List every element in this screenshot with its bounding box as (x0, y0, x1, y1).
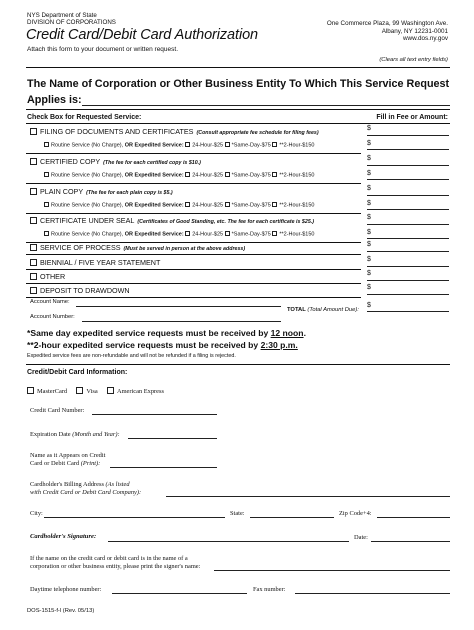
clear-fields-button[interactable]: (Clears all text entry fields) (379, 57, 448, 63)
service-option (30, 157, 201, 166)
routine-checkbox[interactable] (44, 172, 49, 177)
expedited-24-checkbox[interactable] (185, 202, 190, 207)
fee-amount-field[interactable] (367, 224, 449, 225)
fee-column-label: Fill in Fee or Amount: (376, 114, 448, 121)
form-id: DOS-1515-f-l (27, 608, 62, 614)
website-link[interactable]: www.dos.ny.gov (402, 35, 448, 43)
expedited-label: Expedited Service: (134, 172, 184, 179)
billing-address-text: Cardholder's Billing Address (30, 481, 104, 488)
check-box-label: Check Box for Requested Service: (27, 114, 142, 121)
divider (26, 109, 450, 110)
fee-amount-field[interactable] (367, 266, 449, 267)
total-amount-field[interactable] (367, 311, 449, 312)
expedited-same-day-label: *Same-Day-$75 (231, 202, 271, 209)
zip-field[interactable] (377, 517, 450, 518)
expedited-24-checkbox[interactable] (185, 142, 190, 147)
dept-text: NYS Department of State (27, 12, 97, 19)
entity-signer-line2: corporation or other business entity, please print the signer's name: (30, 563, 201, 570)
total-dollar-sign: $ (367, 302, 371, 309)
fee-dollar-sign: $ (367, 185, 371, 192)
state-label: State: (230, 510, 245, 517)
service-note: (Must be served in person at the above address) (123, 246, 246, 252)
expedited-2hour-label: **2-Hour-$150 (279, 172, 315, 179)
expedited-label: Expedited Service: (134, 231, 184, 238)
service-speed-options (44, 202, 314, 209)
billing-address-note2: with Credit Card or Debit Card Company): (30, 489, 142, 496)
form-title: Credit Card/Debit Card Authorization (26, 27, 258, 43)
speed-fee-dollar-sign: $ (367, 170, 371, 177)
card-number-field[interactable] (92, 414, 217, 415)
service-label: BIENNIAL / FIVE YEAR STATEMENT (40, 258, 161, 267)
expedited-same-day-label: *Same-Day-$75 (231, 142, 271, 149)
expedited-24-label: 24-Hour-$25 (192, 142, 224, 149)
fee-dollar-sign: $ (367, 270, 371, 277)
same-day-period: . (303, 328, 306, 338)
attach-instruction: Attach this form to your document or written request. (27, 46, 179, 53)
service-speed-options (44, 142, 314, 149)
fee-dollar-sign: $ (367, 256, 371, 263)
fax-label: Fax number: (253, 586, 286, 593)
fee-amount-field[interactable] (367, 294, 449, 295)
expedited-same-day-label: *Same-Day-$75 (231, 172, 271, 179)
signature-field[interactable] (108, 541, 349, 542)
service-divider (26, 297, 361, 298)
form-revision: (Rev. 05/13) (62, 608, 95, 614)
service-checkbox[interactable] (30, 259, 37, 266)
entity-signer-line1: If the name on the credit card or debit card is in the name of a (30, 555, 188, 562)
address-line-2: Albany, NY 12231-0001 (381, 27, 448, 35)
service-option (30, 258, 160, 267)
same-day-notice (27, 328, 306, 338)
entity-signer-label (30, 555, 200, 571)
service-checkbox[interactable] (30, 244, 37, 251)
expedited-2hour-checkbox[interactable] (272, 231, 277, 236)
billing-address-note1: (As listed (105, 481, 130, 488)
or-text: OR (124, 231, 133, 238)
routine-label: Routine Service (No Charge), (51, 142, 124, 149)
fee-dollar-sign: $ (367, 155, 371, 162)
signer-name-field[interactable] (214, 570, 450, 571)
service-checkbox[interactable] (30, 273, 37, 280)
service-label: DEPOSIT TO DRAWDOWN (40, 286, 130, 295)
account-number-field[interactable] (82, 321, 281, 322)
speed-fee-dollar-sign: $ (367, 229, 371, 236)
or-text: OR (124, 142, 133, 149)
zip-label: Zip Code+4: (339, 510, 372, 517)
billing-address-field[interactable] (166, 496, 450, 497)
department-name (27, 12, 116, 27)
fax-field[interactable] (295, 593, 450, 594)
amex-checkbox[interactable] (107, 387, 114, 394)
service-divider (26, 283, 361, 284)
card-info-heading: Credit/Debit Card Information: (27, 369, 128, 376)
expedited-24-checkbox[interactable] (185, 172, 190, 177)
speed-fee-field[interactable] (367, 238, 449, 239)
fee-dollar-sign: $ (367, 284, 371, 291)
expedited-2hour-checkbox[interactable] (272, 142, 277, 147)
fee-dollar-sign: $ (367, 125, 371, 132)
service-option (30, 272, 65, 281)
division-text: DIVISION OF CORPORATIONS (27, 19, 116, 27)
expedited-label: Expedited Service: (134, 202, 184, 209)
two-hour-time: 2:30 p.m. (260, 340, 298, 350)
service-note: (The fee for each certified copy is $10.) (103, 160, 201, 166)
service-divider (26, 213, 361, 214)
speed-fee-field[interactable] (367, 149, 449, 150)
divider (26, 123, 450, 124)
service-label: OTHER (40, 272, 66, 281)
expedited-same-day-checkbox[interactable] (225, 142, 230, 147)
expiration-text: Expiration Date (30, 431, 71, 438)
cardholder-name-note: (Print): (80, 460, 101, 467)
two-hour-text: **2-hour expedited service requests must be received by (27, 340, 261, 350)
card-type-options (27, 387, 164, 396)
fee-amount-field[interactable] (367, 251, 449, 252)
expedited-24-label: 24-Hour-$25 (192, 172, 224, 179)
cardholder-name-field[interactable] (110, 467, 217, 468)
fee-dollar-sign: $ (367, 214, 371, 221)
service-divider (26, 183, 361, 184)
expedited-2hour-label: **2-Hour-$150 (279, 142, 315, 149)
cardholder-name-line2: Card or Debit Card (30, 460, 80, 467)
service-note: (Consult appropriate fee schedule for filing fees) (196, 130, 319, 136)
service-label: FILING OF DOCUMENTS AND CERTIFICATES (40, 127, 194, 136)
fee-amount-field[interactable] (367, 280, 449, 281)
mastercard-checkbox[interactable] (27, 387, 34, 394)
city-label: City: (30, 510, 43, 517)
service-option (30, 216, 314, 225)
expedited-2hour-checkbox[interactable] (272, 172, 277, 177)
visa-label: Visa (86, 388, 98, 395)
or-text: OR (124, 202, 133, 209)
service-speed-options (44, 172, 314, 179)
service-speed-options (44, 231, 314, 238)
state-field[interactable] (250, 517, 334, 518)
account-name-field[interactable] (76, 306, 281, 307)
fee-dollar-sign: $ (367, 241, 371, 248)
routine-label: Routine Service (No Charge), (51, 172, 124, 179)
account-number-label: Account Number: (30, 314, 75, 320)
service-divider (26, 153, 361, 154)
account-name-label: Account Name: (30, 299, 70, 305)
service-checkbox[interactable] (30, 217, 37, 224)
fee-amount-field[interactable] (367, 135, 449, 136)
total-text: TOTAL (287, 307, 306, 313)
form-number (27, 608, 94, 614)
service-label: PLAIN COPY (40, 187, 84, 196)
service-label: CERTIFICATE UNDER SEAL (40, 216, 135, 225)
cardholder-name-line1: Name as it Appears on Credit (30, 452, 106, 459)
signature-label: Cardholder's Signature: (30, 533, 97, 540)
service-option (30, 127, 319, 136)
service-label: SERVICE OF PROCESS (40, 243, 121, 252)
or-text: OR (124, 172, 133, 179)
speed-fee-field[interactable] (367, 179, 449, 180)
visa-checkbox[interactable] (76, 387, 83, 394)
same-day-time: 12 noon (270, 328, 304, 338)
expiration-note: (Month and Year): (72, 431, 120, 438)
entity-name-field[interactable] (82, 105, 450, 106)
service-checkbox[interactable] (30, 128, 37, 135)
total-label (287, 307, 359, 313)
speed-fee-field[interactable] (367, 209, 449, 210)
mastercard-label: MasterCard (37, 388, 68, 395)
entity-heading-line2: Applies is: (27, 94, 82, 106)
routine-label: Routine Service (No Charge), (51, 231, 124, 238)
service-divider (26, 254, 361, 255)
routine-checkbox[interactable] (44, 202, 49, 207)
billing-address-label (30, 481, 141, 497)
service-checkbox[interactable] (30, 158, 37, 165)
entity-heading (27, 76, 449, 108)
service-note: (The fee for each plain copy is $5.) (86, 190, 173, 196)
fee-amount-field[interactable] (367, 195, 449, 196)
same-day-text: *Same day expedited service requests must be received by (27, 328, 271, 338)
divider (26, 67, 450, 68)
two-hour-notice (27, 340, 298, 350)
expedited-label: Expedited Service: (134, 142, 184, 149)
expedited-24-checkbox[interactable] (185, 231, 190, 236)
date-label: Date: (354, 534, 368, 541)
routine-checkbox[interactable] (44, 142, 49, 147)
expedited-2hour-checkbox[interactable] (272, 202, 277, 207)
refund-disclaimer: Expedited service fees are non-refundable and will not be refunded if a filing is rejected. (27, 353, 236, 359)
date-field[interactable] (371, 541, 450, 542)
phone-field[interactable] (112, 593, 247, 594)
cardholder-name-label (30, 452, 105, 468)
service-checkbox[interactable] (30, 188, 37, 195)
expiration-field[interactable] (128, 438, 217, 439)
speed-fee-dollar-sign: $ (367, 200, 371, 207)
expiration-label (30, 431, 120, 439)
divider (26, 364, 450, 365)
service-checkbox[interactable] (30, 287, 37, 294)
service-label: CERTIFIED COPY (40, 157, 101, 166)
speed-fee-dollar-sign: $ (367, 140, 371, 147)
address-line-1: One Commerce Plaza, 99 Washington Ave. (326, 20, 448, 27)
fee-amount-field[interactable] (367, 165, 449, 166)
expedited-24-label: 24-Hour-$25 (192, 202, 224, 209)
total-note: (Total Amount Due): (307, 307, 359, 313)
entity-heading-line1: The Name of Corporation or Other Business Entity To Which This Service Request (27, 78, 450, 90)
expedited-2hour-label: **2-Hour-$150 (279, 231, 315, 238)
service-option (30, 187, 173, 196)
service-option (30, 243, 245, 252)
service-option (30, 286, 130, 295)
service-divider (26, 269, 361, 270)
expedited-same-day-checkbox[interactable] (225, 231, 230, 236)
expedited-2hour-label: **2-Hour-$150 (279, 202, 315, 209)
phone-label: Daytime telephone number: (30, 586, 102, 593)
expedited-same-day-label: *Same-Day-$75 (231, 231, 271, 238)
city-field[interactable] (44, 517, 225, 518)
routine-checkbox[interactable] (44, 231, 49, 236)
amex-label: American Express (116, 388, 164, 395)
card-number-label: Credit Card Number: (30, 407, 85, 414)
expedited-24-label: 24-Hour-$25 (192, 231, 224, 238)
expedited-same-day-checkbox[interactable] (225, 172, 230, 177)
expedited-same-day-checkbox[interactable] (225, 202, 230, 207)
office-address (327, 20, 448, 43)
routine-label: Routine Service (No Charge), (51, 202, 124, 209)
service-note: (Certificates of Good Standing, etc. The fee for each certificate is $25.) (137, 219, 314, 225)
